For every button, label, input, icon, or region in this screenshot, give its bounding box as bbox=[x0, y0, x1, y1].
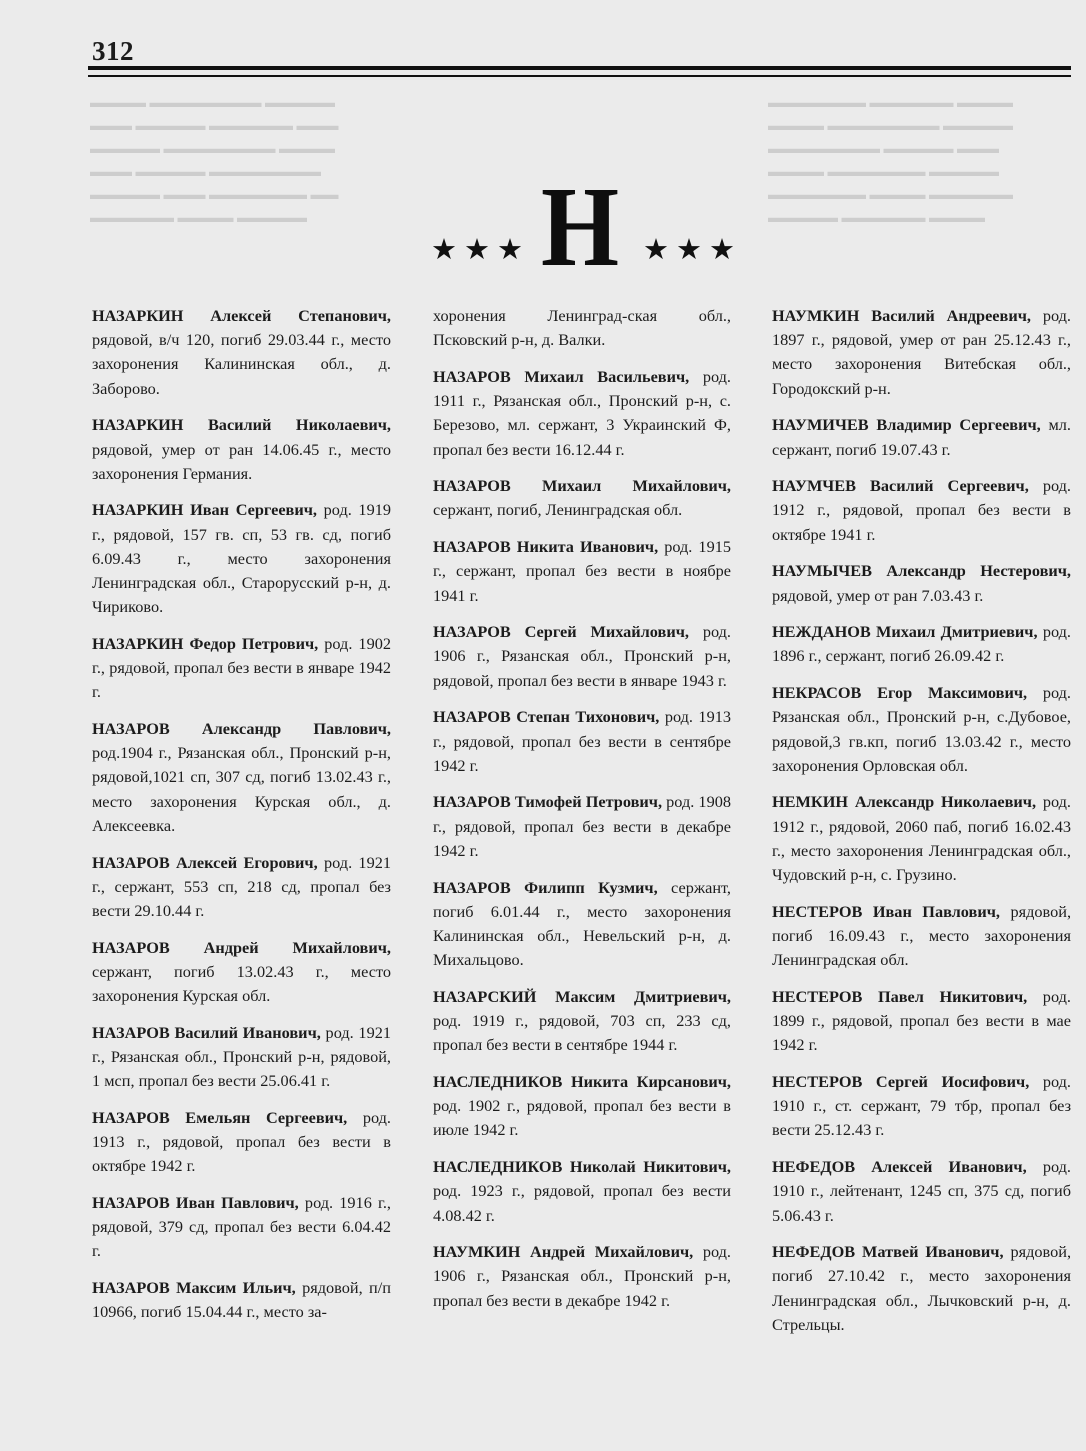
entry-name: НАУМЧЕВ Василий Сергеевич, bbox=[772, 476, 1029, 496]
entries-column-3 bbox=[772, 304, 1071, 1350]
entry-details: род. 1908 г., рядовой, пропал без вести в декабре 1942 г. bbox=[433, 792, 731, 860]
list-item bbox=[433, 535, 731, 608]
list-item bbox=[92, 498, 391, 619]
entry-name: НАСЛЕДНИКОВ Никита Кирсанович, bbox=[433, 1071, 731, 1091]
list-item bbox=[92, 717, 391, 838]
entry-name: НЕСТЕРОВ Сергей Иосифович, bbox=[772, 1071, 1030, 1091]
list-item bbox=[433, 705, 731, 778]
entry-name: НЕФЕДОВ Матвей Иванович, bbox=[772, 1242, 1004, 1262]
chapter-letter: Н bbox=[540, 163, 620, 290]
list-item bbox=[772, 559, 1071, 607]
entry-details: сержант, погиб 6.01.44 г., место захоронения Калининская обл., Невельский р-н, д. Михальцово. bbox=[433, 877, 731, 970]
list-item bbox=[92, 851, 391, 924]
entry-name: НАЗАРОВ Андрей Михайлович, bbox=[92, 937, 391, 957]
entry-name: НЕМКИН Александр Николаевич, bbox=[772, 792, 1037, 812]
list-item bbox=[433, 1155, 731, 1228]
entry-name: НАЗАРОВ Сергей Михайлович, bbox=[433, 622, 689, 642]
list-item bbox=[772, 1240, 1071, 1337]
entry-details: род. 1921 г., сержант, 553 сп, 218 сд, пропал без вести 29.10.44 г. bbox=[92, 852, 391, 920]
entry-details: род.1904 г., Рязанская обл., Пронский р-н, рядовой,1021 сп, 307 сд, погиб 13.02.43 г., место захоронения Курская обл., д. Алексеевка. bbox=[92, 743, 391, 835]
entry-name: НАУМИЧЕВ Владимир Сергеевич, bbox=[772, 415, 1041, 435]
entry-name: НАЗАРКИН Алексей Степанович, bbox=[92, 306, 391, 325]
entry-details: род. 1916 г., рядовой, 379 сд, пропал без вести 6.04.42 г. bbox=[92, 1193, 391, 1261]
entry-name: НАУМКИН Василий Андреевич, bbox=[772, 306, 1031, 325]
list-item bbox=[433, 620, 731, 693]
stars-left-ornament: ★★★ bbox=[431, 234, 530, 266]
entry-details: род. 1911 г., Рязанская обл., Пронский р-н, с. Березово, мл. сержант, 3 Украинский Ф, пропал без вести 16.12.44 г. bbox=[433, 366, 731, 459]
entry-details: род. 1912 г., рядовой, пропал без вести в октябре 1941 г. bbox=[772, 476, 1071, 544]
entry-details: рядовой, умер от ран 14.06.45 г., место захоронения Германия. bbox=[92, 439, 391, 483]
list-item bbox=[92, 1021, 391, 1094]
entry-details: род. 1896 г., сержант, погиб 26.09.42 г. bbox=[772, 622, 1071, 666]
list-item bbox=[92, 1276, 391, 1324]
entry-details: сержант, погиб, Ленинградская обл. bbox=[433, 500, 683, 520]
list-item bbox=[772, 1070, 1071, 1143]
entry-name: НАЗАРОВ Никита Иванович, bbox=[433, 537, 659, 557]
list-item bbox=[92, 413, 391, 486]
entry-name: НАЗАРОВ Александр Павлович, bbox=[92, 719, 391, 739]
list-item bbox=[772, 474, 1071, 547]
bleed-through-texture: ▬▬▬▬▬▬▬ ▬▬▬▬▬▬ ▬▬▬▬ ▬▬▬▬ ▬▬▬▬▬▬▬▬ ▬▬▬▬▬ ▬▬▬▬▬▬▬▬ ▬▬▬▬▬ ▬▬▬ ▬▬▬▬ ▬▬▬▬▬▬▬ ▬▬▬▬▬ ▬▬▬▬▬▬▬ ▬▬▬▬ ▬▬▬▬▬▬ ▬▬▬▬▬ ▬▬▬▬▬▬ ▬▬▬▬ bbox=[768, 96, 1013, 226]
list-item bbox=[772, 681, 1071, 778]
list-item bbox=[772, 304, 1071, 401]
list-item bbox=[92, 304, 391, 401]
entry-name: НАЗАРОВ Иван Павлович, bbox=[92, 1193, 299, 1212]
entry-details: сержант, погиб 13.02.43 г., место захоронения Курская обл. bbox=[92, 961, 391, 1006]
entry-name: НАЗАРОВ Максим Ильич, bbox=[92, 1278, 296, 1298]
entry-name: НЕЖДАНОВ Михаил Дмитриевич, bbox=[772, 622, 1038, 642]
entry-details: род. 1915 г., сержант, пропал без вести в ноябре 1941 г. bbox=[433, 537, 731, 605]
list-item-continuation bbox=[433, 304, 731, 352]
entry-details: рядовой, в/ч 120, погиб 29.03.44 г., место захоронения Калининская обл., д. Заборово. bbox=[92, 330, 391, 398]
entry-name: НАСЛЕДНИКОВ Николай Никитович, bbox=[433, 1157, 731, 1177]
entry-details: рядовой, погиб 16.09.43 г., место захоронения Ленинградская обл. bbox=[772, 901, 1072, 970]
entry-details: род. 1897 г., рядовой, умер от ран 25.12.43 г., место захоронения Витебская обл., Городокский р-н. bbox=[772, 306, 1071, 398]
entry-details: род. 1921 г., Рязанская обл., Пронский р-н, рядовой, 1 мсп, пропал без вести 25.06.41 г. bbox=[92, 1022, 391, 1091]
entry-name: НАЗАРОВ Филипп Кузмич, bbox=[433, 877, 658, 897]
entry-details: род. 1923 г., рядовой, пропал без вести 4.08.42 г. bbox=[433, 1181, 731, 1225]
entry-details: род. Рязанская обл., Пронский р-н, с.Дубовое, рядовой,3 гв.кп, погиб 13.03.42 г., место захоронения Орловская обл. bbox=[772, 683, 1071, 775]
entry-details: род. 1902 г., рядовой, пропал без вести в январе 1942 г. bbox=[92, 633, 391, 702]
list-item bbox=[433, 1240, 731, 1313]
list-item bbox=[433, 985, 731, 1058]
header-rule-thick bbox=[88, 66, 1071, 70]
list-item bbox=[433, 365, 731, 462]
entry-details: хоронения Ленинград-ская обл., Псковский р-н, д. Валки. bbox=[433, 306, 731, 350]
entry-name: НАЗАРОВ Василий Иванович, bbox=[92, 1022, 321, 1042]
entry-details: род. 1910 г., лейтенант, 1245 сп, 375 сд, погиб 5.06.43 г. bbox=[772, 1157, 1071, 1225]
list-item bbox=[92, 936, 391, 1009]
entry-details: род. 1899 г., рядовой, пропал без вести в мае 1942 г. bbox=[772, 986, 1071, 1055]
entry-name: НАЗАРОВ Михаил Михайлович, bbox=[433, 476, 731, 496]
entry-name: НЕКРАСОВ Егор Максимович, bbox=[772, 683, 1028, 703]
list-item bbox=[772, 900, 1071, 973]
entry-details: род. 1906 г., Рязанская обл., Пронский р-н, пропал без вести в декабре 1942 г. bbox=[433, 1242, 731, 1310]
entry-name: НАЗАРОВ Алексей Егорович, bbox=[92, 852, 318, 872]
entry-details: род. 1906 г., Рязанская обл., Пронский р-н, рядовой, пропал без вести в январе 1943 г. bbox=[433, 622, 731, 690]
header-rule-thin bbox=[88, 75, 1071, 77]
list-item bbox=[433, 876, 731, 973]
list-item bbox=[772, 620, 1071, 668]
entry-name: НАЗАРСКИЙ Максим Дмитриевич, bbox=[433, 986, 731, 1006]
entry-name: НАЗАРОВ Степан Тихонович, bbox=[433, 707, 660, 727]
page-number: 312 bbox=[92, 36, 134, 66]
bleed-through-texture: ▬▬▬▬ ▬▬▬▬▬▬▬▬ ▬▬▬▬▬ ▬▬▬ ▬▬▬▬▬ ▬▬▬▬▬▬ ▬▬▬ ▬▬▬▬▬ ▬▬▬▬▬▬▬▬ ▬▬▬▬ ▬▬▬ ▬▬▬▬▬ ▬▬▬▬▬▬▬▬ ▬▬▬▬▬ ▬▬▬ ▬▬▬▬▬▬▬ ▬▬ ▬▬▬▬▬▬ ▬▬▬▬ ▬▬▬▬▬ bbox=[90, 96, 339, 226]
list-item bbox=[92, 1106, 391, 1179]
entry-details: род. 1913 г., рядовой, пропал без вести в октябре 1942 г. bbox=[92, 1107, 391, 1176]
list-item bbox=[433, 1070, 731, 1143]
list-item bbox=[92, 632, 391, 705]
entry-name: НАЗАРОВ Емельян Сергеевич, bbox=[92, 1107, 348, 1127]
list-item bbox=[433, 790, 731, 863]
entry-name: НЕСТЕРОВ Иван Павлович, bbox=[772, 901, 1000, 921]
list-item bbox=[433, 474, 731, 522]
entry-details: род. 1919 г., рядовой, 703 сп, 233 сд, пропал без вести в сентябре 1944 г. bbox=[433, 1011, 731, 1055]
entry-name: НАЗАРКИН Иван Сергеевич, bbox=[92, 500, 317, 520]
list-item bbox=[92, 1191, 391, 1264]
entries-column-1 bbox=[92, 304, 391, 1337]
entry-name: НАЗАРОВ Тимофей Петрович, bbox=[433, 792, 663, 812]
list-item bbox=[772, 790, 1071, 887]
entry-name: НЕСТЕРОВ Павел Никитович, bbox=[772, 986, 1028, 1006]
entry-name: НАУМЫЧЕВ Александр Нестерович, bbox=[772, 561, 1071, 581]
entry-details: рядовой, п/п 10966, погиб 15.04.44 г., место за- bbox=[92, 1278, 391, 1322]
entry-details: род. 1910 г., ст. сержант, 79 тбр, пропал без вести 25.12.43 г. bbox=[772, 1071, 1071, 1140]
list-item bbox=[772, 985, 1071, 1058]
entry-details: род. 1919 г., рядовой, 157 гв. сп, 53 гв. сд, погиб 6.09.43 г., место захоронения Ленинградская обл., Старорусский р-н, д. Чириково. bbox=[92, 500, 391, 617]
entry-details: рядовой, умер от ран 7.03.43 г. bbox=[772, 585, 984, 605]
entry-details: мл. сержант, погиб 19.07.43 г. bbox=[772, 415, 1071, 459]
list-item bbox=[772, 413, 1071, 461]
entry-name: НАЗАРКИН Федор Петрович, bbox=[92, 633, 319, 653]
entry-details: род. 1912 г., рядовой, 2060 паб, погиб 16.02.43 г., место захоронения Ленинградская обл., Чудовский р-н, с. Грузино. bbox=[772, 792, 1071, 885]
entry-details: род. 1913 г., рядовой, пропал без вести в сентябре 1942 г. bbox=[433, 707, 731, 775]
list-item bbox=[772, 1155, 1071, 1228]
entry-details: род. 1902 г., рядовой, пропал без вести в июле 1942 г. bbox=[433, 1096, 731, 1140]
entry-name: НАУМКИН Андрей Михайлович, bbox=[433, 1242, 694, 1262]
entry-details: рядовой, погиб 27.10.42 г., место захоронения Ленинградская обл., Лычковский р-н, д. Стрельцы. bbox=[772, 1242, 1072, 1334]
entry-name: НЕФЕДОВ Алексей Иванович, bbox=[772, 1157, 1027, 1177]
stars-right-ornament: ★★★ bbox=[643, 234, 742, 266]
entry-name: НАЗАРКИН Василий Николаевич, bbox=[92, 415, 391, 435]
entry-name: НАЗАРОВ Михаил Васильевич, bbox=[433, 366, 690, 386]
entries-column-2 bbox=[433, 304, 731, 1325]
